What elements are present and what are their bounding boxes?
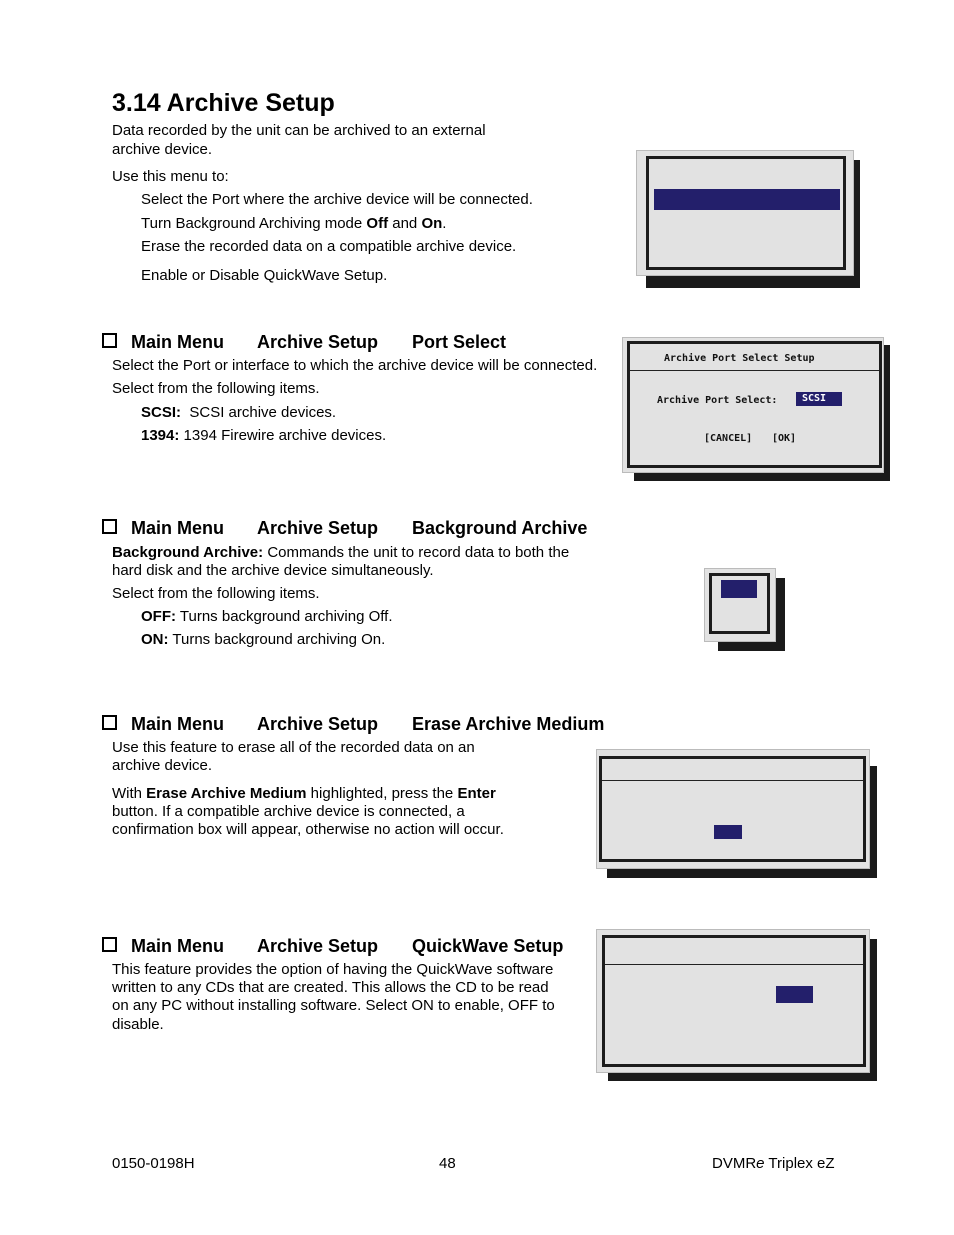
checkbox-bullet-icon [102,937,117,952]
quickwave-menu-image [596,929,878,1083]
erase-line-3: With Erase Archive Medium highlighted, press the Enter [112,785,496,802]
footer-doc-number: 0150-0198H [112,1155,195,1172]
quickwave-line-4: disable. [112,1016,164,1033]
erase-archive-menu-image [596,749,878,879]
intro-bullet-background: Turn Background Archiving mode Off and On. [141,215,447,232]
footer-product-name: DVMRe Triplex eZ [712,1155,835,1172]
menu-highlight-bar [654,189,840,210]
port-menu-value[interactable]: SCSI [796,392,842,406]
intro-bullet-port: Select the Port where the archive device will be connected. [141,191,533,208]
intro-bullet-quickwave: Enable or Disable QuickWave Setup. [141,267,388,284]
background-line-1: Background Archive: Commands the unit to record data to both the [112,544,570,561]
port-menu-ok[interactable]: [OK] [772,433,797,444]
port-select-line-1: Select the Port or interface to which the archive device will be connected. [112,357,598,374]
background-line-2: hard disk and the archive device simultaneously. [112,562,434,579]
quickwave-line-3: on any PC without installing software. Select ON to enable, OFF to [112,997,555,1014]
background-option-on: ON: Turns background archiving On. [141,631,386,648]
menu-highlight-bar [714,825,742,839]
port-option-1394: 1394: 1394 Firewire archive devices. [141,427,387,444]
background-line-3: Select from the following items. [112,585,320,602]
intro-bullet-erase: Erase the recorded data on a compatible archive device. [141,238,517,255]
background-archive-menu-image [704,568,786,652]
checkbox-bullet-icon [102,333,117,348]
quickwave-line-2: written to any CDs that are created. This allows the CD to be read [112,979,549,996]
erase-line-5: confirmation box will appear, otherwise no action will occur. [112,821,504,838]
quickwave-line-1: This feature provides the option of having the QuickWave software [112,961,554,978]
intro-line-1: Data recorded by the unit can be archived to an external [112,122,486,139]
intro-line-2: archive device. [112,141,213,158]
section-quickwave-heading: Main Menu Archive Setup QuickWave Setup [102,935,563,957]
page-title: 3.14 Archive Setup [112,89,335,117]
erase-line-4: button. If a compatible archive device is connected, a [112,803,465,820]
background-option-off: OFF: Turns background archiving Off. [141,608,393,625]
archive-setup-menu-image [636,150,862,290]
port-option-scsi: SCSI: SCSI archive devices. [141,404,337,421]
section-background-archive-heading: Main Menu Archive Setup Background Archive [102,517,587,539]
section-port-select-heading: Main Menu Archive Setup Port Select [102,331,506,353]
section-erase-archive-heading: Main Menu Archive Setup Erase Archive Medium [102,713,604,735]
intro-use-menu: Use this menu to: [112,168,229,185]
port-menu-title: Archive Port Select Setup [664,353,815,364]
port-menu-cancel[interactable]: [CANCEL] [704,433,753,444]
menu-highlight-bar [721,580,757,598]
footer-page-number: 48 [439,1155,456,1172]
checkbox-bullet-icon [102,715,117,730]
erase-line-2: archive device. [112,757,213,774]
port-select-menu-image [622,337,892,483]
menu-highlight-bar [776,986,813,1003]
checkbox-bullet-icon [102,519,117,534]
port-menu-label: Archive Port Select: [657,395,778,406]
erase-line-1: Use this feature to erase all of the recorded data on an [112,739,475,756]
port-select-line-2: Select from the following items. [112,380,320,397]
